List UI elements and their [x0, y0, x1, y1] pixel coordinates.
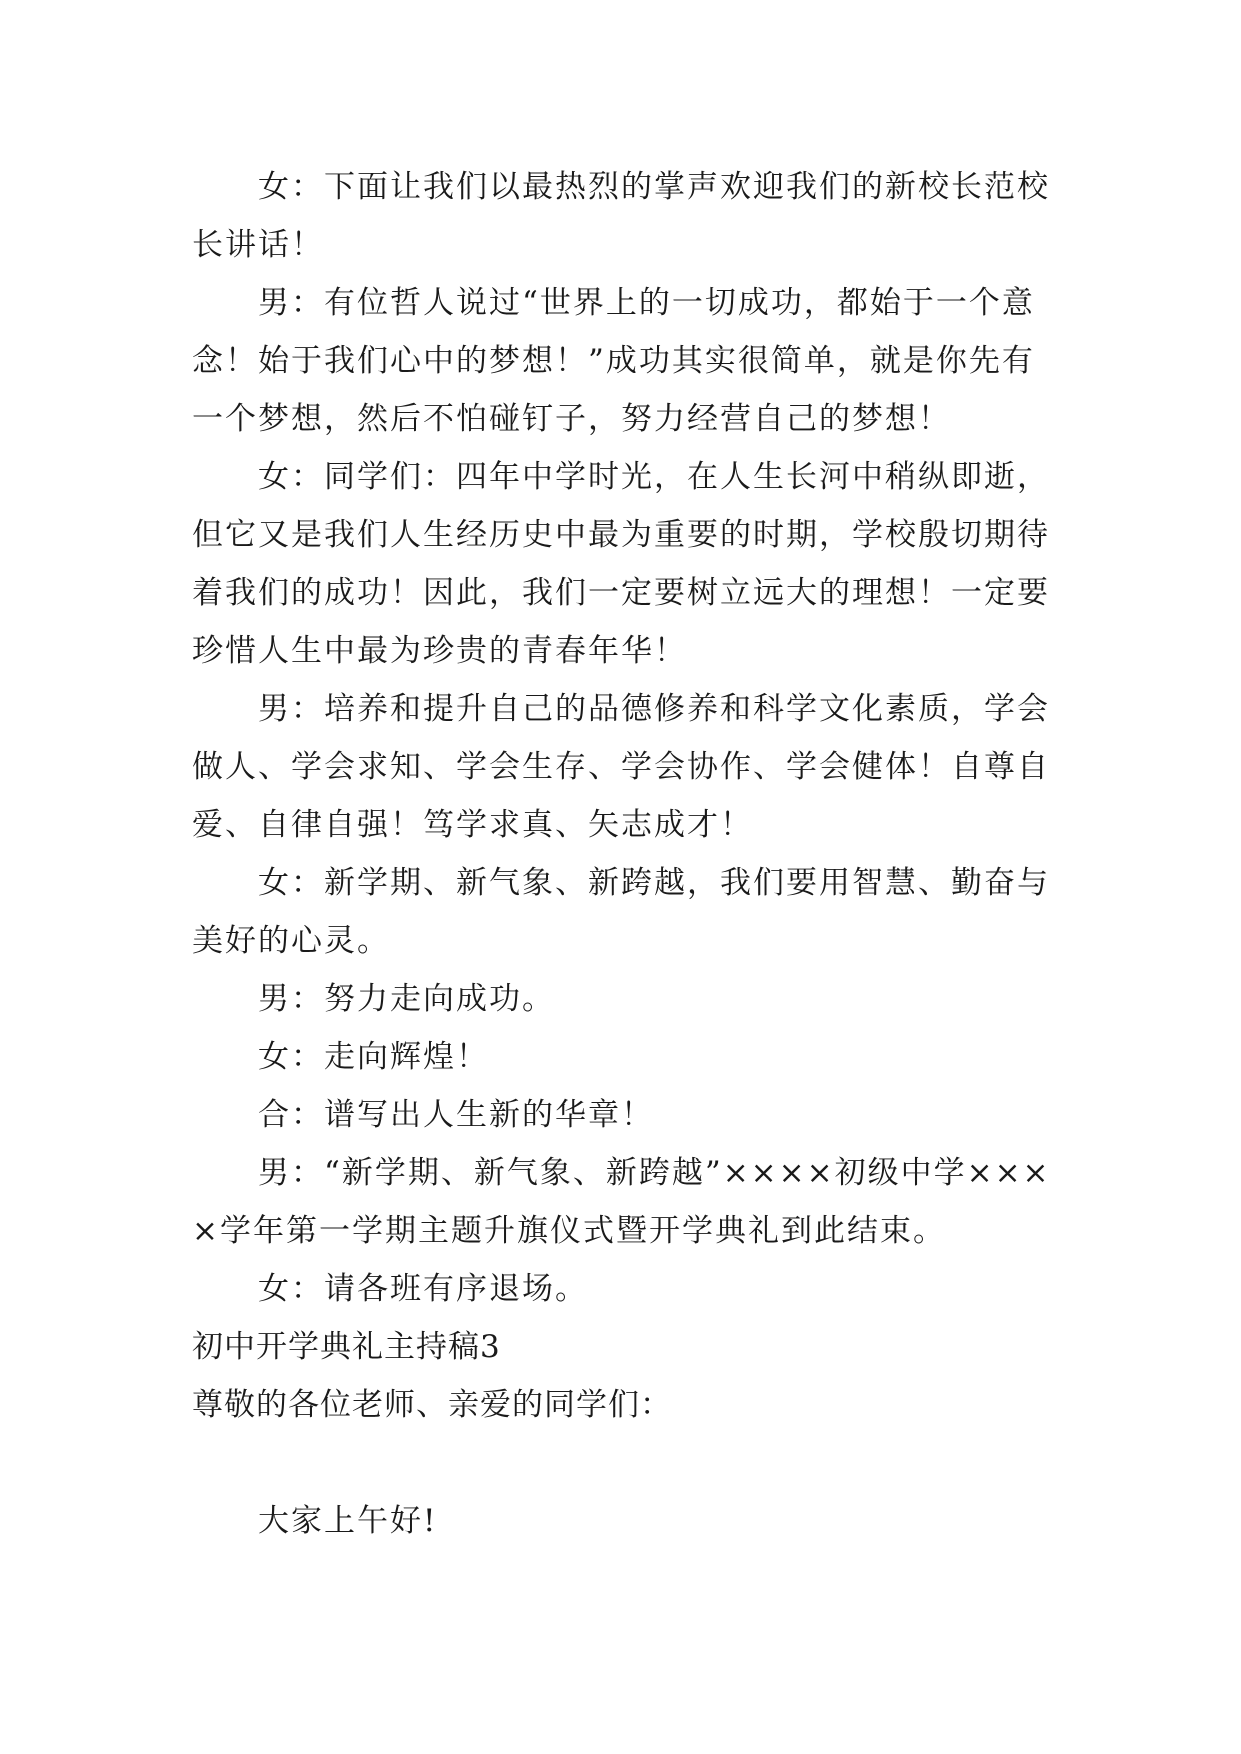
blank-line	[192, 1434, 1062, 1492]
paragraph: 女：新学期、新气象、新跨越，我们要用智慧、勤奋与美好的心灵。	[192, 865, 1050, 959]
paragraph: 女：走向辉煌！	[258, 1039, 489, 1075]
greeting: 大家上午好!	[258, 1503, 438, 1539]
section-title: 初中开学典礼主持稿3	[192, 1329, 501, 1365]
paragraph: 男：“新学期、新气象、新跨越”××××初级中学××××学年第一学期主题升旗仪式暨开学典礼到此结束。	[192, 1155, 1051, 1249]
document-body	[192, 158, 1062, 1550]
paragraph: 男：努力走向成功。	[258, 981, 555, 1017]
paragraph: 女：请各班有序退场。	[258, 1271, 588, 1307]
paragraph: 女：同学们：四年中学时光，在人生长河中稍纵即逝，但它又是我们人生经历史中最为重要的时期，学校殷切期待着我们的成功！因此，我们一定要树立远大的理想！一定要珍惜人生中最为珍贵的青春年华！	[192, 459, 1050, 669]
salutation: 尊敬的各位老师、亲爱的同学们：	[192, 1387, 672, 1423]
paragraph: 男：培养和提升自己的品德修养和科学文化素质，学会做人、学会求知、学会生存、学会协作、学会健体！自尊自爱、自律自强！笃学求真、矢志成才！	[192, 691, 1050, 843]
paragraph: 合：谱写出人生新的华章！	[258, 1097, 654, 1133]
paragraph: 女：下面让我们以最热烈的掌声欢迎我们的新校长范校长讲话！	[192, 169, 1050, 263]
paragraph: 男：有位哲人说过“世界上的一切成功，都始于一个意念！始于我们心中的梦想！”成功其实很简单，就是你先有一个梦想，然后不怕碰钉子，努力经营自己的梦想！	[192, 285, 1035, 437]
